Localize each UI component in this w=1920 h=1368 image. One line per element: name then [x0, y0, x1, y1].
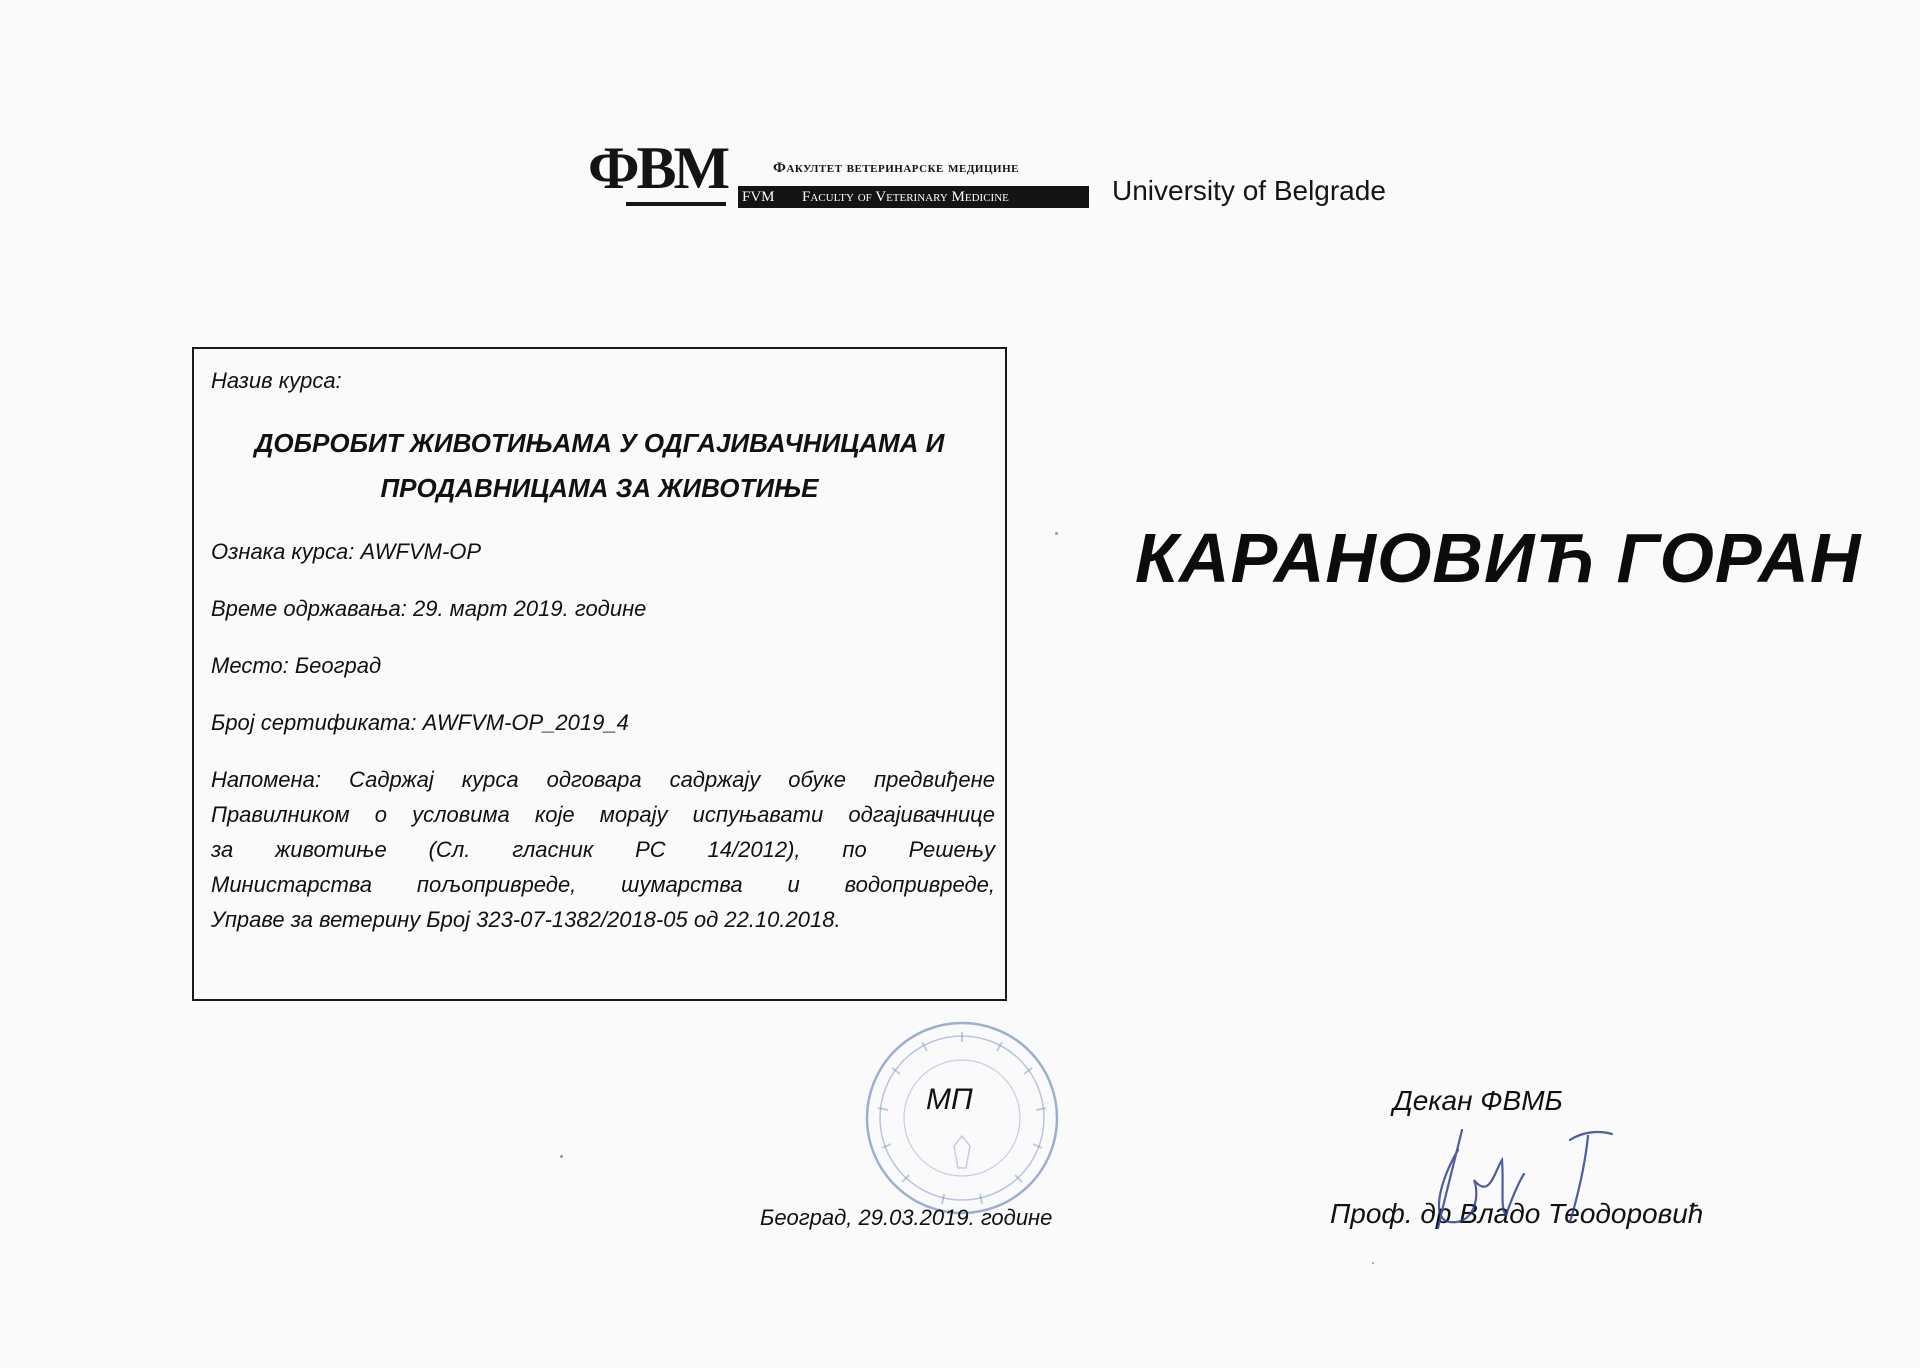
course-name-label: Назив курса: [211, 368, 342, 393]
dean-signature-icon [1420, 1110, 1630, 1240]
logo-underline [626, 202, 726, 206]
recipient-name: КАРАНОВИЋ ГОРАН [1135, 519, 1862, 597]
faculty-name-english: Faculty of Veterinary Medicine [802, 189, 1009, 205]
course-code: Ознака курса: AWFVM-OP [211, 539, 482, 564]
scan-speck [560, 1155, 563, 1158]
course-time: Време одржавања: 29. март 2019. године [211, 596, 647, 621]
stamp-label: МП [926, 1083, 973, 1116]
course-title [194, 421, 1005, 511]
course-note-line: за животиње (Сл. гласник РС 14/2012), по Решењу [211, 837, 995, 862]
dean-title: Декан ФВМБ [1393, 1085, 1563, 1116]
scan-speck [1055, 532, 1058, 535]
official-stamp-icon [862, 1018, 1062, 1218]
dean-name: Проф. др Владо Теодоровић [1330, 1198, 1704, 1229]
course-info-box [192, 347, 1007, 1001]
place-and-date: Београд, 29.03.2019. године [760, 1205, 1053, 1230]
course-title-line-1: ДОБРОБИТ ЖИВОТИЊАМА У ОДГАЈИВАЧНИЦАМА И [254, 428, 945, 458]
faculty-abbreviation: FVM [742, 189, 775, 205]
course-note [211, 762, 995, 937]
course-note-line: Правилником о условима које морају испуњавати одгајивачнице [211, 802, 995, 827]
scan-speck [1372, 1262, 1374, 1264]
faculty-logo-mark: ФВМ [588, 135, 728, 201]
certificate-number: Број сертификата: AWFVM-OP_2019_4 [211, 710, 629, 735]
faculty-name-serbian: Факултет ветеринарске медицине [773, 160, 1019, 176]
course-note-line: Министарства пољопривреде, шумарства и водопривреде, [211, 872, 995, 897]
course-note-line: Управе за ветерину Број 323-07-1382/2018-05 од 22.10.2018. [211, 907, 841, 932]
course-place: Место: Београд [211, 653, 382, 678]
course-note-line: Напомена: Садржај курса одговара садржају обуке предвиђене [211, 767, 995, 792]
university-name: University of Belgrade [1112, 175, 1386, 206]
faculty-name-band [738, 186, 1089, 208]
course-title-line-2: ПРОДАВНИЦАМА ЗА ЖИВОТИЊЕ [380, 473, 819, 503]
